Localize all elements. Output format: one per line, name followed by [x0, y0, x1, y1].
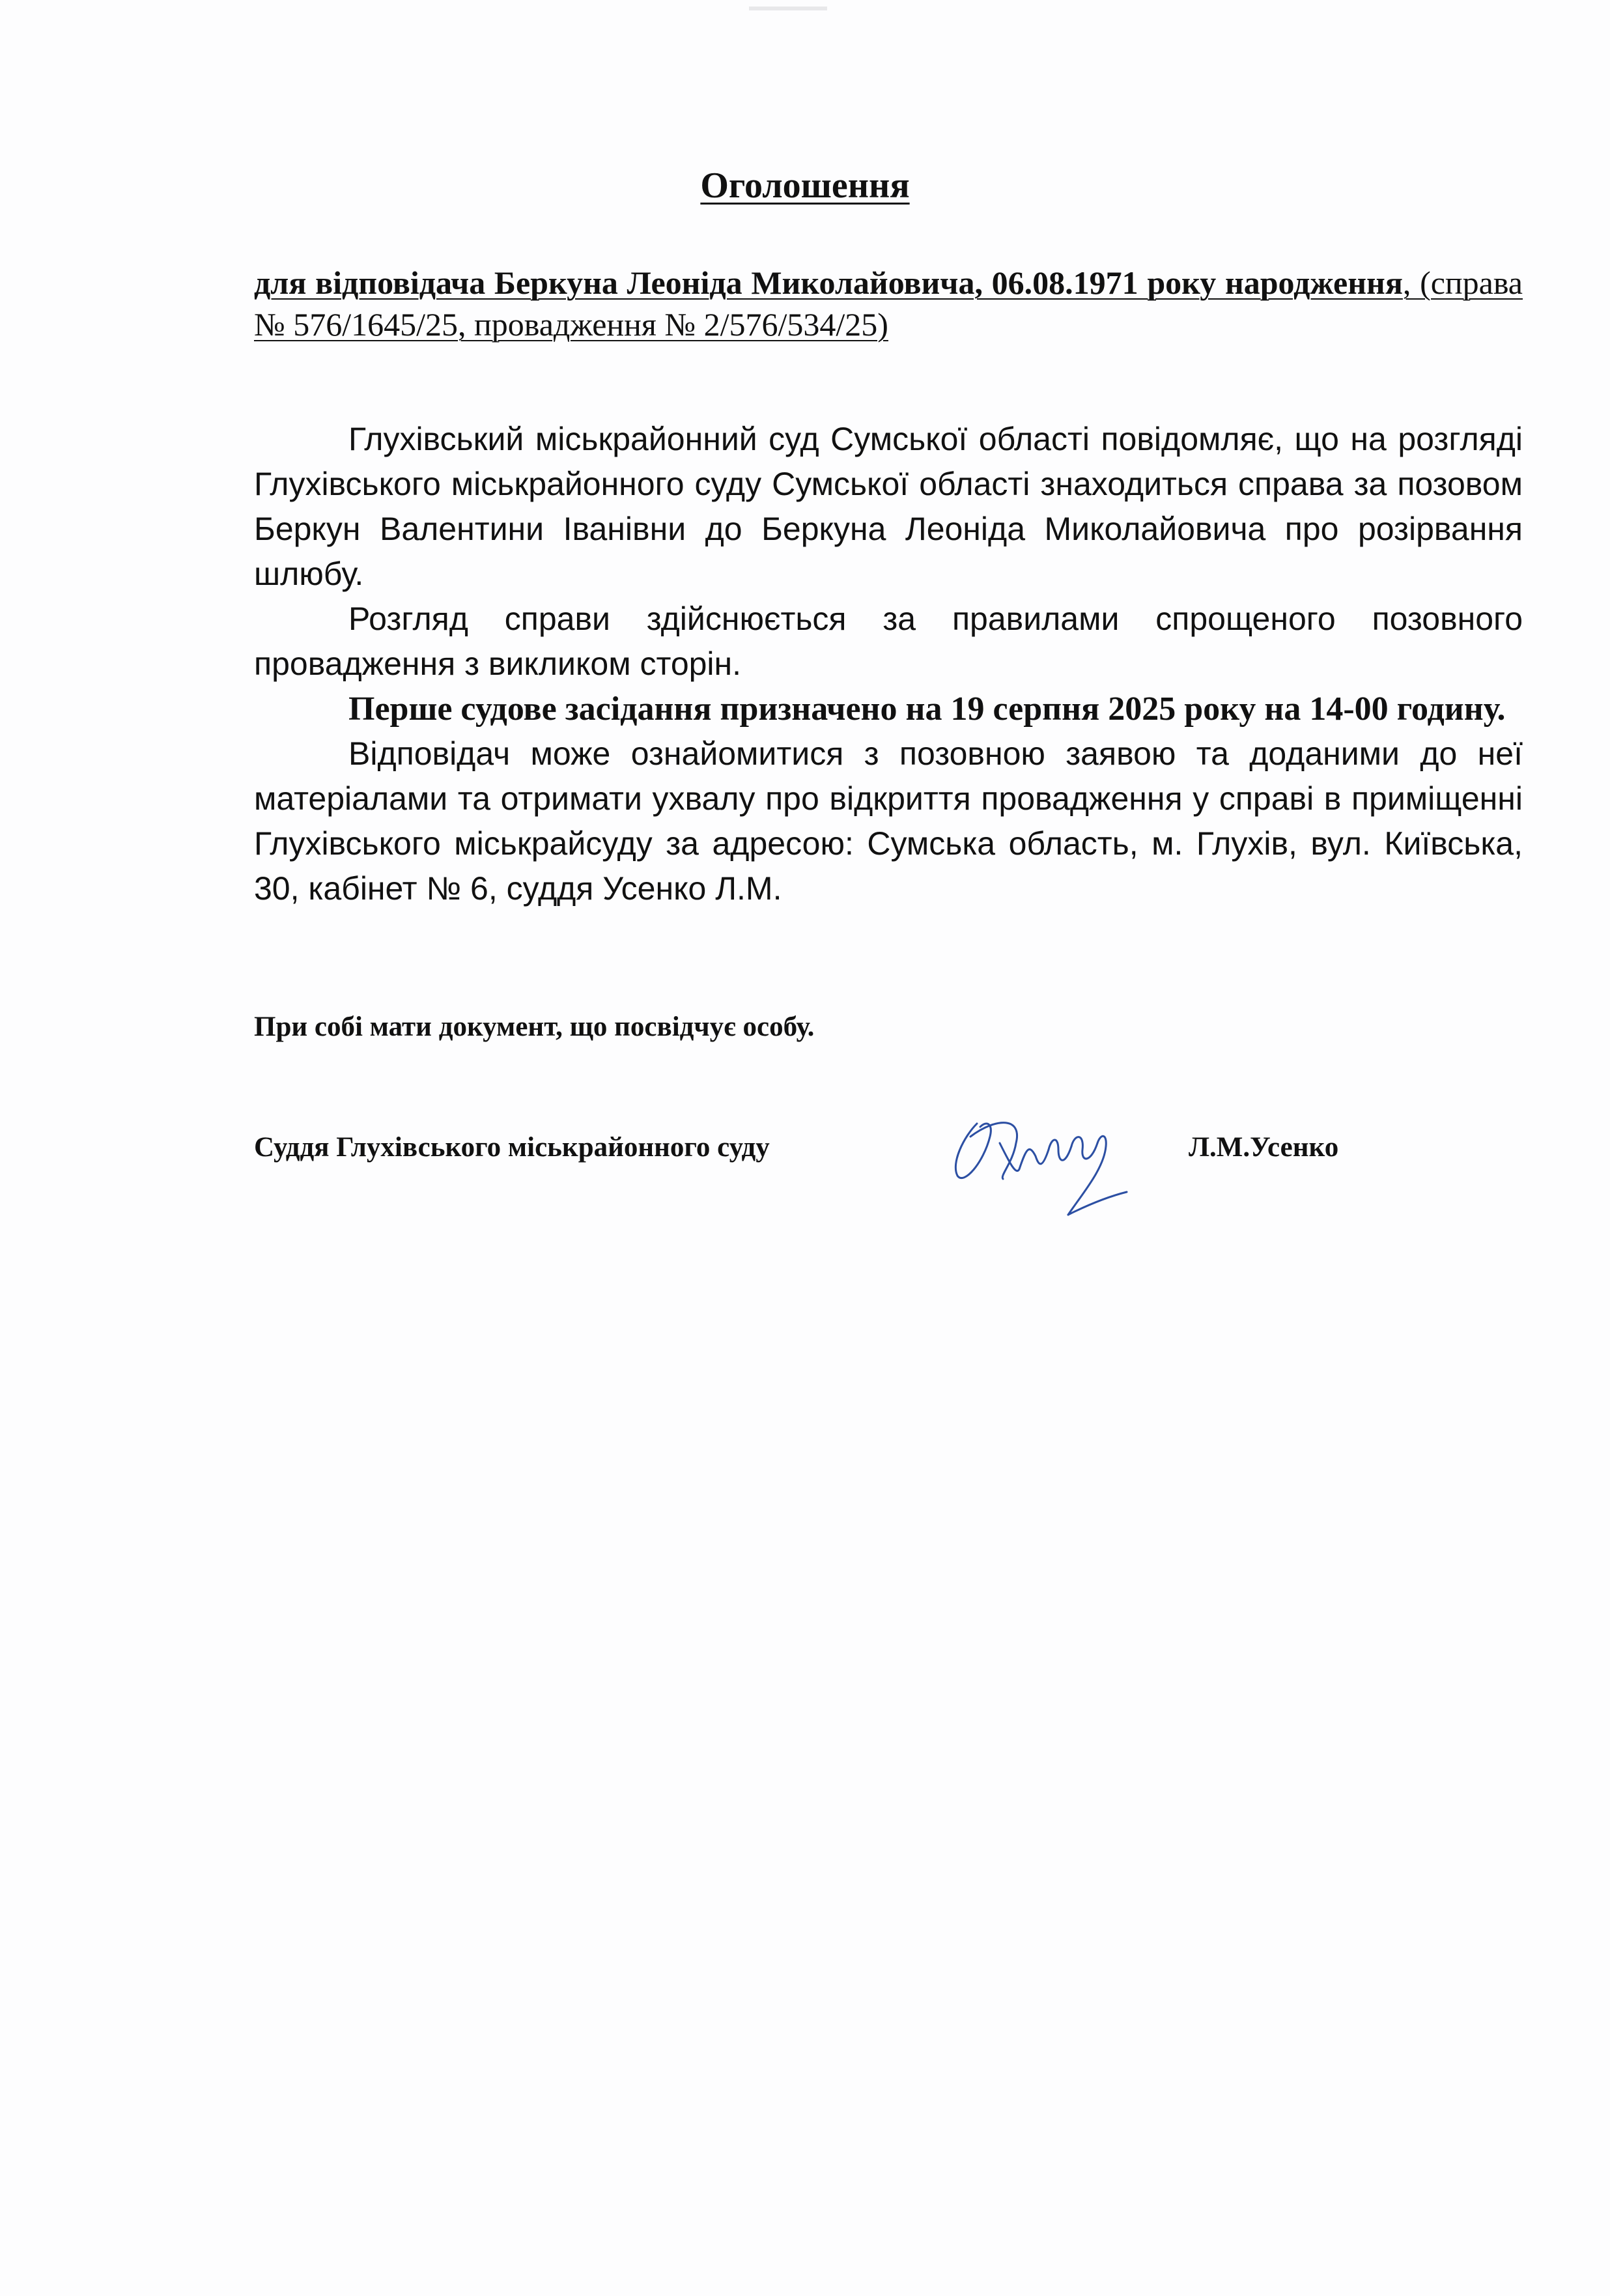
id-note: При собі мати документ, що посвідчує особу. — [254, 1012, 815, 1042]
announcement-body — [254, 417, 1523, 911]
page-title: Оголошення — [700, 165, 910, 206]
respondent-name: для відповідача Беркуна Леоніда Миколайовича, 06.08.1971 року народження — [254, 264, 1403, 301]
judge-name: Л.М.Усенко — [1189, 1132, 1339, 1163]
paragraph-materials: Відповідач може ознайомитися з позовною заявою та доданими до неї матеріалами та отримати ухвалу про відкриття провадження у справі в приміщенні Глухівського міськрайсуду за адресою: Сумська область, м. Глухів, вул. Київська, 30, кабінет № 6, суддя Усенко Л.М. — [254, 735, 1523, 907]
case-number: , (справа № 576/1645/25, провадження № 2/576/534/25) — [254, 264, 1523, 343]
paragraph-court-notice: Глухівський міськрайонний суд Сумської області повідомляє, що на розгляді Глухівського міськрайонного суду Сумської області знаходиться справа за позовом Беркун Валентини Іванівни до Беркуна Леоніда Миколайовича про розірвання шлюбу. — [254, 421, 1523, 592]
handwritten-signature — [938, 1098, 1146, 1221]
respondent-heading — [254, 262, 1523, 345]
scan-mark — [749, 4, 827, 13]
paragraph-hearing-date: Перше судове засідання призначено на 19 серпня 2025 року на 14-00 годину. — [348, 690, 1506, 728]
judge-title: Суддя Глухівського міськрайонного суду — [254, 1132, 770, 1163]
paragraph-procedure: Розгляд справи здійснюється за правилами спрощеного позовного провадження з викликом сторін. — [254, 601, 1523, 682]
